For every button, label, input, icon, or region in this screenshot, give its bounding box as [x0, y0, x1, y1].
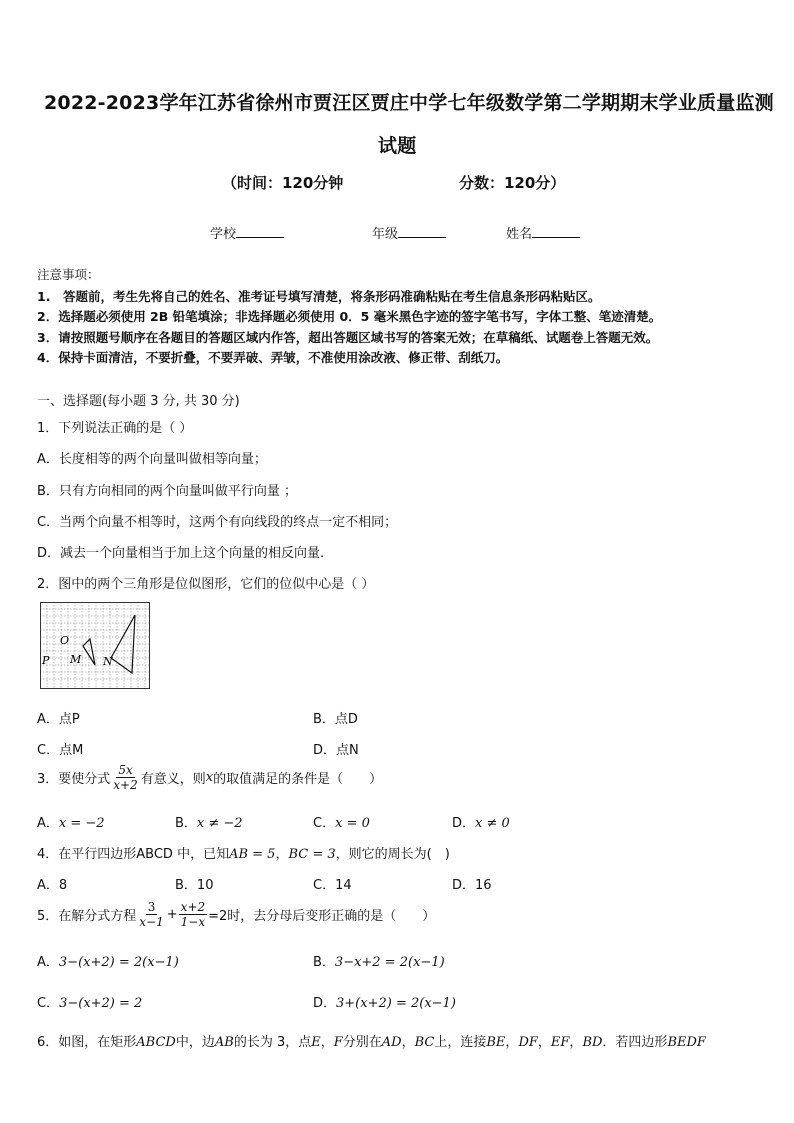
q5-option-c[interactable]: [37, 992, 142, 1011]
q2-option-a[interactable]: A．点P: [37, 712, 80, 727]
option-label: A．: [37, 955, 59, 970]
q3-option-a[interactable]: [37, 812, 105, 831]
q6-text: ，: [401, 1035, 415, 1050]
option-label: B．: [313, 955, 335, 970]
q5-fraction-2: [179, 900, 207, 929]
q3-fraction: [111, 763, 139, 792]
q5-option-a[interactable]: [37, 951, 179, 970]
q4-stem: [37, 843, 450, 862]
grade-label: 年级: [372, 227, 399, 242]
q6-math: EF: [550, 1035, 570, 1050]
option-label: C．: [37, 996, 60, 1011]
q4-sep: ，: [275, 847, 289, 862]
option-expr: x ≠ 0: [475, 816, 510, 831]
q1-option-b[interactable]: B．只有方向相同的两个向量叫做平行向量 ；: [37, 484, 298, 499]
label-m: M: [70, 653, 82, 666]
q6-stem: [37, 1031, 706, 1050]
q6-math: E: [311, 1035, 321, 1050]
note-item: 2．选择题必须使用 2B 铅笔填涂；非选择题必须使用 0．5 毫米黑色字迹的签字笔书写，字体工整、笔迹清楚。: [37, 309, 662, 324]
q3-option-b[interactable]: [175, 812, 243, 831]
q6-math: AB: [214, 1035, 234, 1050]
q6-text: 的长为 3，点: [233, 1035, 312, 1050]
q3-stem-pre: 3．要使分式: [37, 772, 111, 787]
q6-text: ，: [505, 1035, 519, 1050]
option-label: D．: [452, 816, 476, 831]
name-field: [506, 223, 580, 242]
q3-option-d[interactable]: [452, 812, 510, 831]
option-expr: 3−x+2 = 2(x−1): [334, 955, 445, 970]
section-heading: 一、选择题(每小题 3 分, 共 30 分): [37, 394, 240, 409]
q6-text: ，: [537, 1035, 551, 1050]
grade-field: [372, 223, 446, 242]
option-label: C．: [313, 816, 336, 831]
option-expr: 3−(x+2) = 2(x−1): [58, 955, 179, 970]
q5-f1-num: 3: [147, 900, 156, 914]
note-item: 4．保持卡面清洁，不要折叠，不要弄破、弄皱，不准使用涂改液、修正带、刮纸刀。: [37, 350, 509, 365]
note-item: 3．请按照题号顺序在各题目的答题区域内作答，超出答题区域书写的答案无效；在草稿纸、试题卷上答题无效。: [37, 330, 659, 345]
q3-stem-post: 的取值满足的条件是（ ）: [213, 772, 383, 787]
q5-option-b[interactable]: [313, 951, 445, 970]
q5-stem: [37, 900, 435, 929]
q1-option-c[interactable]: C．当两个向量不相等时，这两个有向线段的终点一定不相同；: [37, 515, 398, 530]
q6-text: 分别在: [342, 1035, 382, 1050]
q5-f1-den: x−1: [139, 915, 164, 929]
q6-text: ．若四边形: [602, 1035, 668, 1050]
grade-blank[interactable]: [398, 225, 446, 238]
q6-math: BEDF: [667, 1035, 706, 1050]
q6-text: ，: [320, 1035, 334, 1050]
q5-f2-den: 1−x: [180, 915, 206, 929]
option-label: D．: [313, 996, 337, 1011]
q3-stem: [37, 763, 382, 792]
q6-math: AD: [381, 1035, 402, 1050]
q6-text: 上，连接: [434, 1035, 487, 1050]
option-expr: x = −2: [58, 816, 105, 831]
q4-option-d[interactable]: D．16: [452, 878, 492, 893]
notes-heading: 注意事项：: [37, 267, 100, 282]
exam-title-line2: 试题: [378, 135, 417, 157]
q4-option-b[interactable]: B．10: [175, 878, 214, 893]
q6-math: BE: [486, 1035, 506, 1050]
q5-f2-num: x+2: [180, 900, 206, 914]
label-p: P: [42, 654, 50, 667]
q2-stem: 2．图中的两个三角形是位似图形，它们的位似中心是（ ）: [37, 577, 375, 592]
label-o: O: [60, 634, 70, 647]
q2-option-d[interactable]: D．点N: [313, 743, 359, 758]
q6-text: 中，边: [175, 1035, 215, 1050]
q6-math: BC: [414, 1035, 435, 1050]
school-field: [210, 223, 284, 242]
q6-text: 6．如图，在矩形: [37, 1035, 137, 1050]
q2-option-b[interactable]: B．点D: [313, 712, 358, 727]
school-blank[interactable]: [236, 225, 284, 238]
q1-option-d[interactable]: D．减去一个向量相当于加上这个向量的相反向量.: [37, 546, 325, 561]
q4-expr2: BC = 3: [288, 847, 336, 862]
q1-option-a[interactable]: A．长度相等的两个向量叫做相等向量；: [37, 452, 267, 467]
exam-time: （时间：120分钟: [222, 174, 344, 192]
q6-math: DF: [518, 1035, 538, 1050]
note-item: 1. 答题前，考生先将自己的姓名、准考证号填写清楚，将条形码准确粘贴在考生信息条形码粘贴区。: [37, 289, 601, 304]
option-expr: 3−(x+2) = 2: [59, 996, 143, 1011]
exam-score: 分数：120分）: [459, 174, 566, 192]
option-label: A．: [37, 816, 59, 831]
small-triangle: [83, 639, 95, 665]
q2-option-c[interactable]: C．点M: [37, 743, 84, 758]
q3-stem-mid: 有意义，则: [140, 772, 206, 787]
q5-option-d[interactable]: [313, 992, 456, 1011]
q5-plus: +: [166, 907, 178, 922]
q3-frac-den: x+2: [113, 778, 138, 792]
q6-math: BD: [582, 1035, 603, 1050]
name-blank[interactable]: [532, 225, 580, 238]
option-expr: x = 0: [335, 816, 370, 831]
q6-math: F: [333, 1035, 343, 1050]
q3-frac-num: 5x: [118, 763, 133, 777]
q1-stem: 1．下列说法正确的是（ ）: [37, 421, 193, 436]
q3-option-c[interactable]: [313, 812, 370, 831]
q2-figure: [40, 602, 150, 689]
q5-stem-pre: 5．在解分式方程: [37, 909, 137, 924]
q3-var: x: [205, 770, 214, 785]
school-label: 学校: [210, 227, 237, 242]
label-n: N: [103, 655, 113, 668]
q4-expr1: AB = 5: [229, 847, 276, 862]
q6-text: ，: [569, 1035, 583, 1050]
q4-stem-post: ，则它的周长为( ): [335, 847, 450, 862]
q4-option-c[interactable]: C．14: [313, 878, 352, 893]
q6-math: ABCD: [136, 1035, 176, 1050]
q5-stem-post: =2时，去分母后变形正确的是（ ）: [208, 909, 436, 924]
q5-fraction-1: [137, 900, 165, 929]
q4-stem-pre: 4．在平行四边形ABCD 中，已知: [37, 847, 230, 862]
option-expr: 3+(x+2) = 2(x−1): [336, 996, 456, 1011]
option-expr: x ≠ −2: [196, 816, 243, 831]
name-label: 姓名: [506, 227, 533, 242]
q4-option-a[interactable]: A．8: [37, 878, 68, 893]
option-label: B．: [175, 816, 197, 831]
exam-title-line1: 2022-2023学年江苏省徐州市贾汪区贾庄中学七年级数学第二学期期末学业质量监测: [44, 92, 774, 114]
